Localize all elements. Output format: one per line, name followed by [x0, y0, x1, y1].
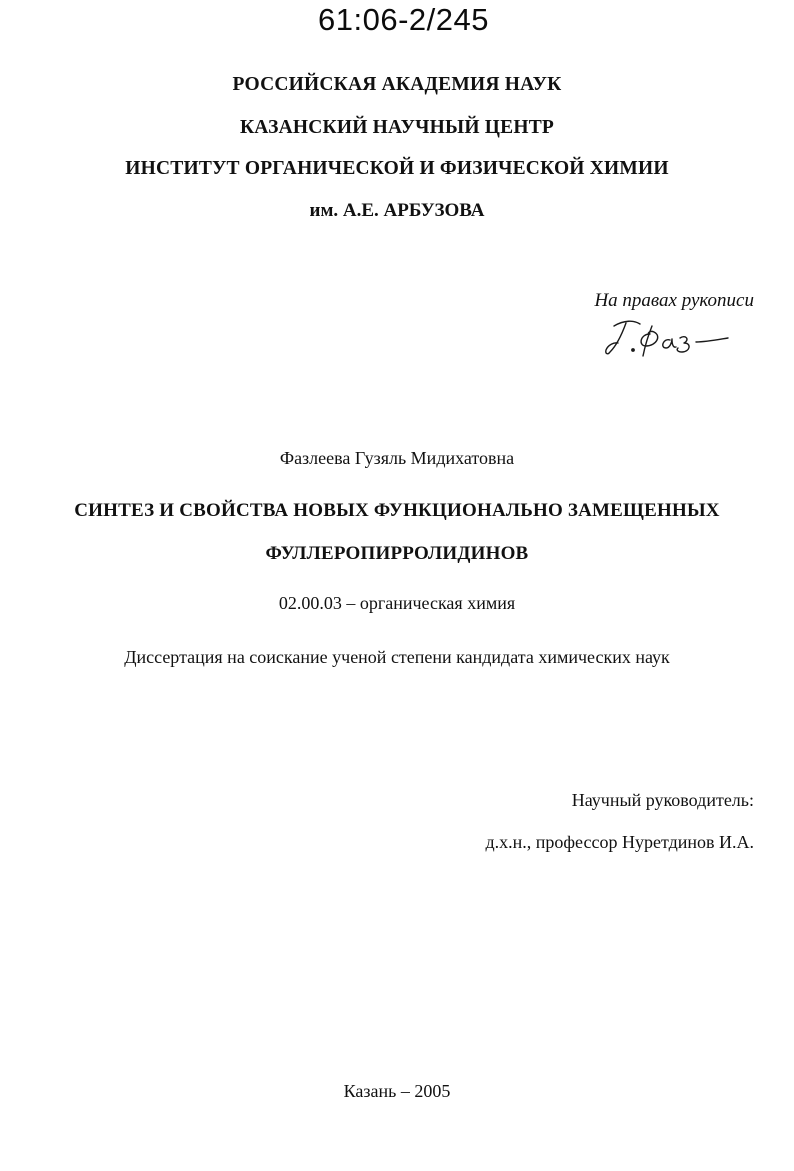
- dissertation-title-line-2: ФУЛЛЕРОПИРРОЛИДИНОВ: [265, 543, 529, 564]
- supervisor-name: д.х.н., профессор Нуретдинов И.А.: [485, 832, 754, 852]
- specialty-code: 02.00.03 – органическая химия: [278, 593, 516, 613]
- place-and-year: Казань – 2005: [343, 1081, 451, 1101]
- organization-line-1: РОССИЙСКАЯ АКАДЕМИЯ НАУК: [232, 74, 562, 95]
- organization-line-4: им. А.Е. АРБУЗОВА: [309, 200, 485, 221]
- organization-line-3: ИНСТИТУТ ОРГАНИЧЕСКОЙ И ФИЗИЧЕСКОЙ ХИМИИ: [125, 158, 669, 179]
- organization-line-2: КАЗАНСКИЙ НАУЧНЫЙ ЦЕНТР: [239, 117, 555, 138]
- supervisor-label: Научный руководитель:: [571, 790, 754, 810]
- dissertation-title-line-1: СИНТЕЗ И СВОЙСТВА НОВЫХ ФУНКЦИОНАЛЬНО ЗАМЕЩЕННЫХ: [74, 500, 720, 521]
- rights-note: На правах рукописи: [594, 290, 754, 311]
- author-name: Фазлеева Гузяль Мидихатовна: [279, 448, 515, 468]
- handwritten-signature: [600, 312, 740, 362]
- archive-stamp-number: 61:06-2/245: [318, 2, 489, 37]
- degree-statement: Диссертация на соискание ученой степени кандидата химических наук: [124, 647, 670, 667]
